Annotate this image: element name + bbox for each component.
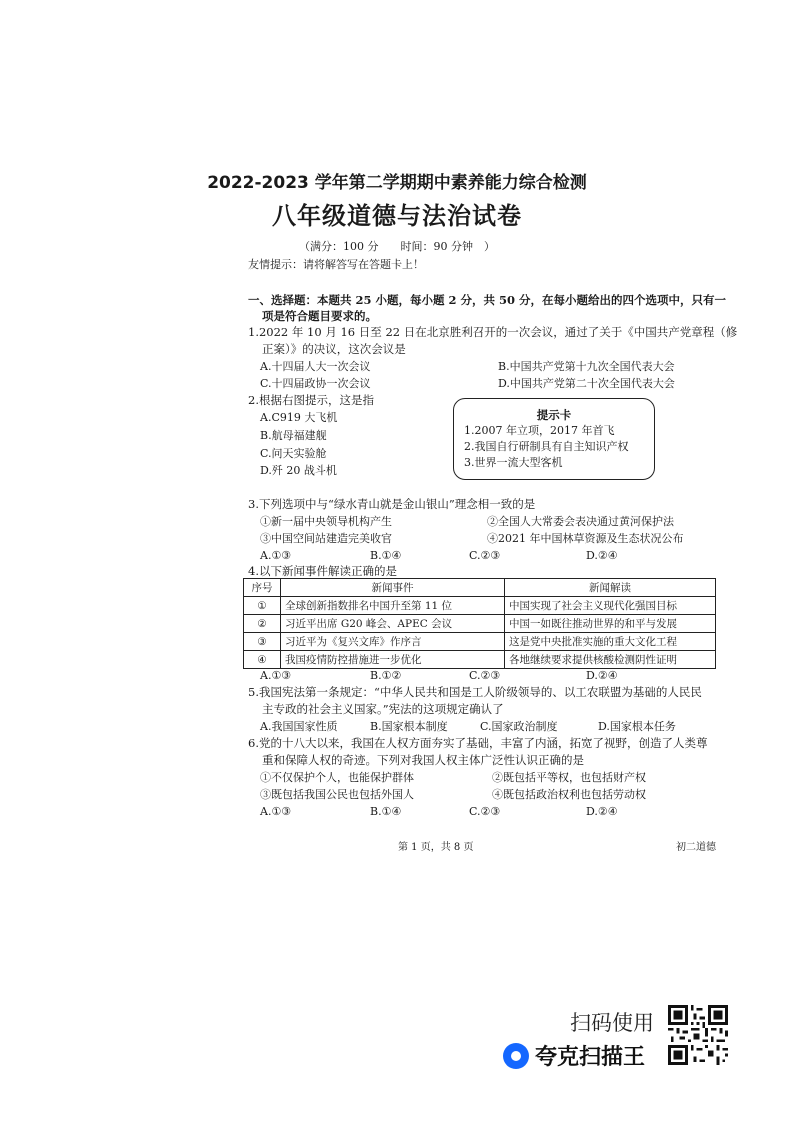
table-row (244, 597, 716, 615)
table-cell: 习近平为《复兴文库》作序言 (281, 633, 505, 651)
q5-stem-line2: 主专政的社会主义国家。”宪法的这项规定确认了 (262, 702, 504, 716)
q5-option-c: C.国家政治制度 (480, 720, 558, 733)
q3-stem: 3.下列选项中与“绿水青山就是金山银山”理念相一致的是 (248, 497, 536, 511)
table-cell: ④ (244, 651, 281, 669)
q4-option-c: C.②③ (469, 669, 501, 682)
q1-option-b: B.中国共产党第十九次全国代表大会 (498, 360, 675, 373)
exam-subtitle: 八年级道德与法治试卷 (272, 201, 522, 230)
q3-item-1: ①新一届中央领导机构产生 (260, 515, 392, 528)
q4-stem: 4.以下新闻事件解读正确的是 (248, 564, 397, 578)
q6-option-c: C.②③ (469, 805, 501, 818)
hint-card-line: 1.2007 年立项，2017 年首飞 (464, 424, 615, 437)
q3-option-a: A.①③ (260, 549, 292, 562)
q6-item-3: ③既包括我国公民也包括外国人 (260, 788, 414, 801)
column-header: 新闻事件 (281, 579, 505, 597)
q1-stem-line1: 1.2022 年 10 月 16 日至 22 日在北京胜利召开的一次会议，通过了关于《中国共产党章程（修 (248, 325, 738, 339)
q1-option-d: D.中国共产党第二十次全国代表大会 (498, 377, 675, 390)
table-cell: 这是党中央批准实施的重大文化工程 (505, 633, 716, 651)
q6-option-a: A.①③ (260, 805, 292, 818)
q6-option-d: D.②④ (586, 805, 618, 818)
q5-stem-line1: 5.我国宪法第一条规定：“中华人民共和国是工人阶级领导的、以工农联盟为基础的人民民 (248, 685, 702, 699)
page-number: 第 1 页，共 8 页 (398, 842, 474, 853)
q5-option-d: D.国家根本任务 (598, 720, 676, 733)
qr-code-icon (668, 1005, 728, 1065)
q5-option-a: A.我国国家性质 (260, 720, 338, 733)
hint-card (453, 398, 655, 480)
q6-item-2: ②既包括平等权，也包括财产权 (492, 771, 646, 784)
exam-meta: （满分：100 分 时间：90 分钟 ） (299, 240, 495, 253)
brand-logo (503, 1040, 645, 1071)
q1-option-a: A.十四届人大一次会议 (260, 360, 371, 373)
table-cell: 中国一如既往推动世界的和平与发展 (505, 615, 716, 633)
hint-card-title: 提示卡 (536, 408, 572, 422)
table-cell: 习近平出席 G20 峰会、APEC 会议 (281, 615, 505, 633)
table-cell: 全球创新指数排名中国升至第 11 位 (281, 597, 505, 615)
q5-option-b: B.国家根本制度 (370, 720, 448, 733)
q3-item-2: ②全国人大常委会表决通过黄河保护法 (487, 515, 674, 528)
q3-option-c: C.②③ (469, 549, 501, 562)
table-cell: ② (244, 615, 281, 633)
table-cell: ① (244, 597, 281, 615)
q6-item-1: ①不仅保护个人，也能保护群体 (260, 771, 414, 784)
brand-logo-icon (503, 1043, 529, 1069)
table-header-row (244, 579, 716, 597)
section-heading-line1: 一、选择题：本题共 25 小题，每小题 2 分，共 50 分，在每小题给出的四个选项中，只有一 (248, 293, 727, 307)
q2-option-a: A.C919 大飞机 (260, 411, 338, 424)
q4-option-a: A.①③ (260, 669, 292, 682)
q4-option-b: B.①② (370, 669, 402, 682)
q2-option-c: C.问天实验舱 (260, 447, 327, 460)
q6-stem-line1: 6.党的十八大以来，我国在人权方面夯实了基础，丰富了内涵，拓宽了视野，创造了人类尊 (248, 736, 708, 750)
hint-card-line: 3.世界一流大型客机 (464, 456, 563, 469)
q1-stem-line2: 正案）》的决议，这次会议是 (262, 342, 406, 356)
table-row (244, 633, 716, 651)
friendly-tip: 友情提示：请将解答写在答题卡上！ (248, 258, 424, 271)
hint-card-line: 2.我国自行研制具有自主知识产权 (464, 440, 629, 453)
table-row (244, 651, 716, 669)
exam-title: 2022-2023 学年第二学期期中素养能力综合检测 (207, 173, 587, 193)
table-cell: 我国疫情防控措施进一步优化 (281, 651, 505, 669)
table-row (244, 615, 716, 633)
column-header: 序号 (244, 579, 281, 597)
q2-option-b: B.航母福建舰 (260, 429, 327, 442)
table-cell: ③ (244, 633, 281, 651)
section-heading-line2: 项是符合题目要求的。 (262, 309, 377, 323)
q3-option-b: B.①④ (370, 549, 402, 562)
q6-option-b: B.①④ (370, 805, 402, 818)
column-header: 新闻解读 (505, 579, 716, 597)
q1-option-c: C.十四届政协一次会议 (260, 377, 371, 390)
q3-item-3: ③中国空间站建造完美收官 (260, 532, 392, 545)
scan-to-use-label: 扫码使用 (570, 1011, 654, 1035)
table-cell: 中国实现了社会主义现代化强国目标 (505, 597, 716, 615)
q2-stem: 2.根据右图提示，这是指 (248, 393, 374, 407)
table-cell: 各地继续要求提供核酸检测阴性证明 (505, 651, 716, 669)
news-table (243, 578, 716, 669)
q2-option-d: D.歼 20 战斗机 (260, 464, 337, 477)
q6-stem-line2: 重和保障人权的奇迹。下列对我国人权主体广泛性认识正确的是 (262, 753, 584, 767)
q4-option-d: D.②④ (586, 669, 618, 682)
q6-item-4: ④既包括政治权利也包括劳动权 (492, 788, 646, 801)
q3-item-4: ④2021 年中国林草资源及生态状况公布 (487, 532, 684, 545)
q3-option-d: D.②④ (586, 549, 618, 562)
brand-name: 夸克扫描王 (535, 1045, 646, 1070)
exam-code: 初二道德 (676, 842, 716, 853)
